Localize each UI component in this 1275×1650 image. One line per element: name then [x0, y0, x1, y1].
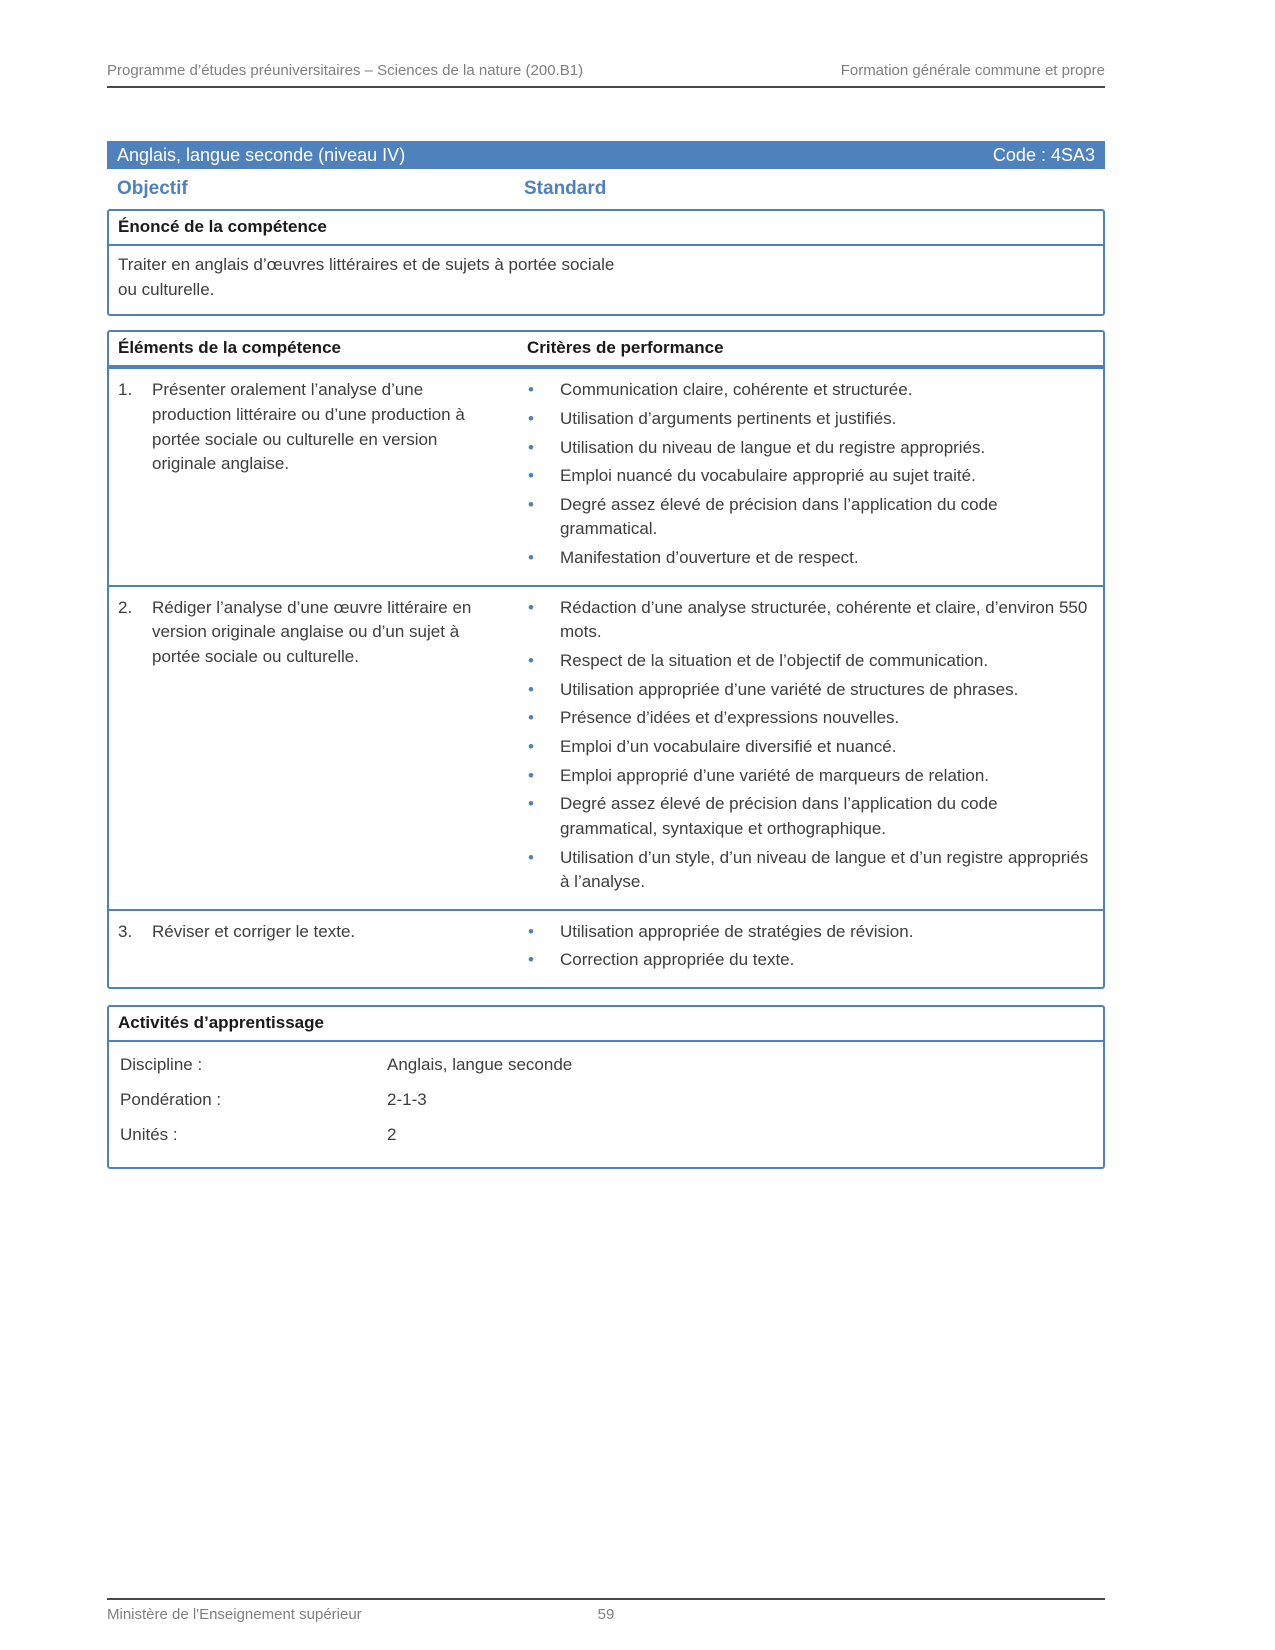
table-row	[109, 909, 1103, 987]
activites-label: Unités :	[120, 1125, 178, 1145]
activites-label: Pondération :	[120, 1090, 222, 1110]
enonce-text: Traiter en anglais d’œuvres littéraires et de sujets à portée sociale ou culturelle.	[118, 255, 615, 299]
bullet-icon: •	[528, 679, 534, 699]
activites-value: 2	[387, 1125, 397, 1145]
bullet-icon: •	[528, 847, 534, 867]
criterion-text: Présence d’idées et d’expressions nouvelles.	[560, 708, 900, 728]
criterion-text: Utilisation d’un style, d’un niveau de langue et d’un registre appropriés à l’analyse.	[560, 847, 1089, 892]
elements-header: Éléments de la compétence	[118, 338, 341, 358]
criterion-text: Respect de la situation et de l’objectif de communication.	[560, 651, 989, 671]
element-text: Réviser et corriger le texte.	[152, 921, 356, 941]
criterion-text: Degré assez élevé de précision dans l’application du code grammatical.	[560, 494, 998, 539]
competence-table	[107, 330, 1105, 989]
course-code: Code : 4SA3	[992, 144, 1095, 165]
bullet-icon: •	[528, 466, 534, 486]
course-title: Anglais, langue seconde (niveau IV)	[117, 144, 406, 165]
running-footer	[107, 1598, 1105, 1623]
criterion-item	[524, 649, 1091, 674]
bullet-icon: •	[528, 921, 534, 941]
criterion-item	[524, 596, 1091, 645]
element-number: 3.	[118, 921, 133, 941]
criterion-item	[524, 436, 1091, 461]
objectif-label: Objectif	[117, 178, 188, 199]
criterion-item	[524, 546, 1091, 571]
column-labels	[107, 173, 1105, 207]
enonce-box	[107, 209, 1105, 316]
criterion-text: Emploi d’un vocabulaire diversifié et nuancé.	[560, 736, 897, 756]
criteres-header: Critères de performance	[527, 338, 724, 358]
bullet-icon: •	[528, 651, 534, 671]
criterion-item	[524, 920, 1091, 945]
bullet-icon: •	[528, 494, 534, 514]
criteria-cell	[524, 587, 1103, 909]
element-text: Présenter oralement l’analyse d’une production littéraire ou d’une production à portée sociale ou culturelle en version originale anglaise.	[152, 380, 465, 474]
criterion-text: Manifestation d’ouverture et de respect.	[560, 548, 859, 568]
criterion-item	[524, 493, 1091, 542]
activites-value: 2-1-3	[387, 1090, 427, 1110]
element-cell	[109, 911, 524, 987]
criterion-item	[524, 735, 1091, 760]
running-header-right: Formation générale commune et propre	[840, 62, 1105, 79]
activites-body	[109, 1042, 1103, 1167]
table-row	[109, 367, 1103, 584]
activites-row	[118, 1083, 1094, 1118]
criterion-text: Utilisation appropriée de stratégies de révision.	[560, 921, 914, 941]
bullet-icon: •	[528, 950, 534, 970]
criterion-text: Degré assez élevé de précision dans l’application du code grammatical, syntaxique et orthographique.	[560, 794, 998, 838]
element-number: 2.	[118, 597, 133, 617]
criterion-item	[524, 846, 1091, 895]
element-number: 1.	[118, 380, 133, 400]
running-header-left: Programme d’études préuniversitaires – Sciences de la nature (200.B1)	[107, 62, 584, 79]
criteria-list	[524, 378, 1091, 570]
criteria-cell	[524, 911, 1103, 987]
activites-row	[118, 1048, 1094, 1083]
criterion-text: Emploi nuancé du vocabulaire approprié au sujet traité.	[560, 466, 976, 486]
bullet-icon: •	[528, 708, 534, 728]
enonce-body	[109, 246, 1103, 314]
bullet-icon: •	[528, 736, 534, 756]
element-text: Rédiger l’analyse d’une œuvre littéraire en version originale anglaise ou d’un sujet à portée sociale ou culturelle.	[152, 597, 472, 667]
course-title-bar	[107, 141, 1105, 169]
criteria-list	[524, 920, 1091, 973]
bullet-icon: •	[528, 765, 534, 785]
bullet-icon: •	[528, 597, 534, 617]
criterion-text: Correction appropriée du texte.	[560, 950, 795, 970]
criterion-text: Utilisation du niveau de langue et du registre appropriés.	[560, 437, 986, 457]
element-cell	[109, 369, 524, 584]
activites-row	[118, 1118, 1094, 1153]
criterion-text: Rédaction d’une analyse structurée, cohérente et claire, d’environ 550 mots.	[560, 597, 1088, 642]
bullet-icon: •	[528, 794, 534, 814]
activites-box	[107, 1005, 1105, 1169]
bullet-icon: •	[528, 380, 534, 400]
activites-header: Activités d’apprentissage	[109, 1007, 1103, 1042]
criterion-item	[524, 464, 1091, 489]
page-number: 59	[597, 1606, 615, 1623]
criterion-item	[524, 678, 1091, 703]
running-header	[107, 62, 1105, 88]
activites-label: Discipline :	[120, 1055, 203, 1075]
criterion-item	[524, 706, 1091, 731]
bullet-icon: •	[528, 548, 534, 568]
criterion-text: Utilisation d’arguments pertinents et justifiés.	[560, 408, 897, 428]
criteria-cell	[524, 369, 1103, 584]
criterion-text: Emploi approprié d’une variété de marqueurs de relation.	[560, 765, 990, 785]
criteria-list	[524, 596, 1091, 895]
criterion-item	[524, 378, 1091, 403]
footer-ministry: Ministère de l'Enseignement supérieur	[107, 1606, 362, 1623]
criterion-item	[524, 792, 1091, 841]
bullet-icon: •	[528, 437, 534, 457]
criterion-text: Communication claire, cohérente et structurée.	[560, 380, 913, 400]
criterion-item	[524, 407, 1091, 432]
bullet-icon: •	[528, 408, 534, 428]
standard-label: Standard	[524, 178, 607, 199]
element-cell	[109, 587, 524, 909]
criterion-item	[524, 764, 1091, 789]
criterion-text: Utilisation appropriée d’une variété de structures de phrases.	[560, 679, 1019, 699]
table-row	[109, 585, 1103, 909]
criterion-item	[524, 948, 1091, 973]
competence-table-header	[109, 332, 1103, 367]
enonce-header: Énoncé de la compétence	[109, 211, 1103, 246]
activites-value: Anglais, langue seconde	[387, 1055, 573, 1075]
